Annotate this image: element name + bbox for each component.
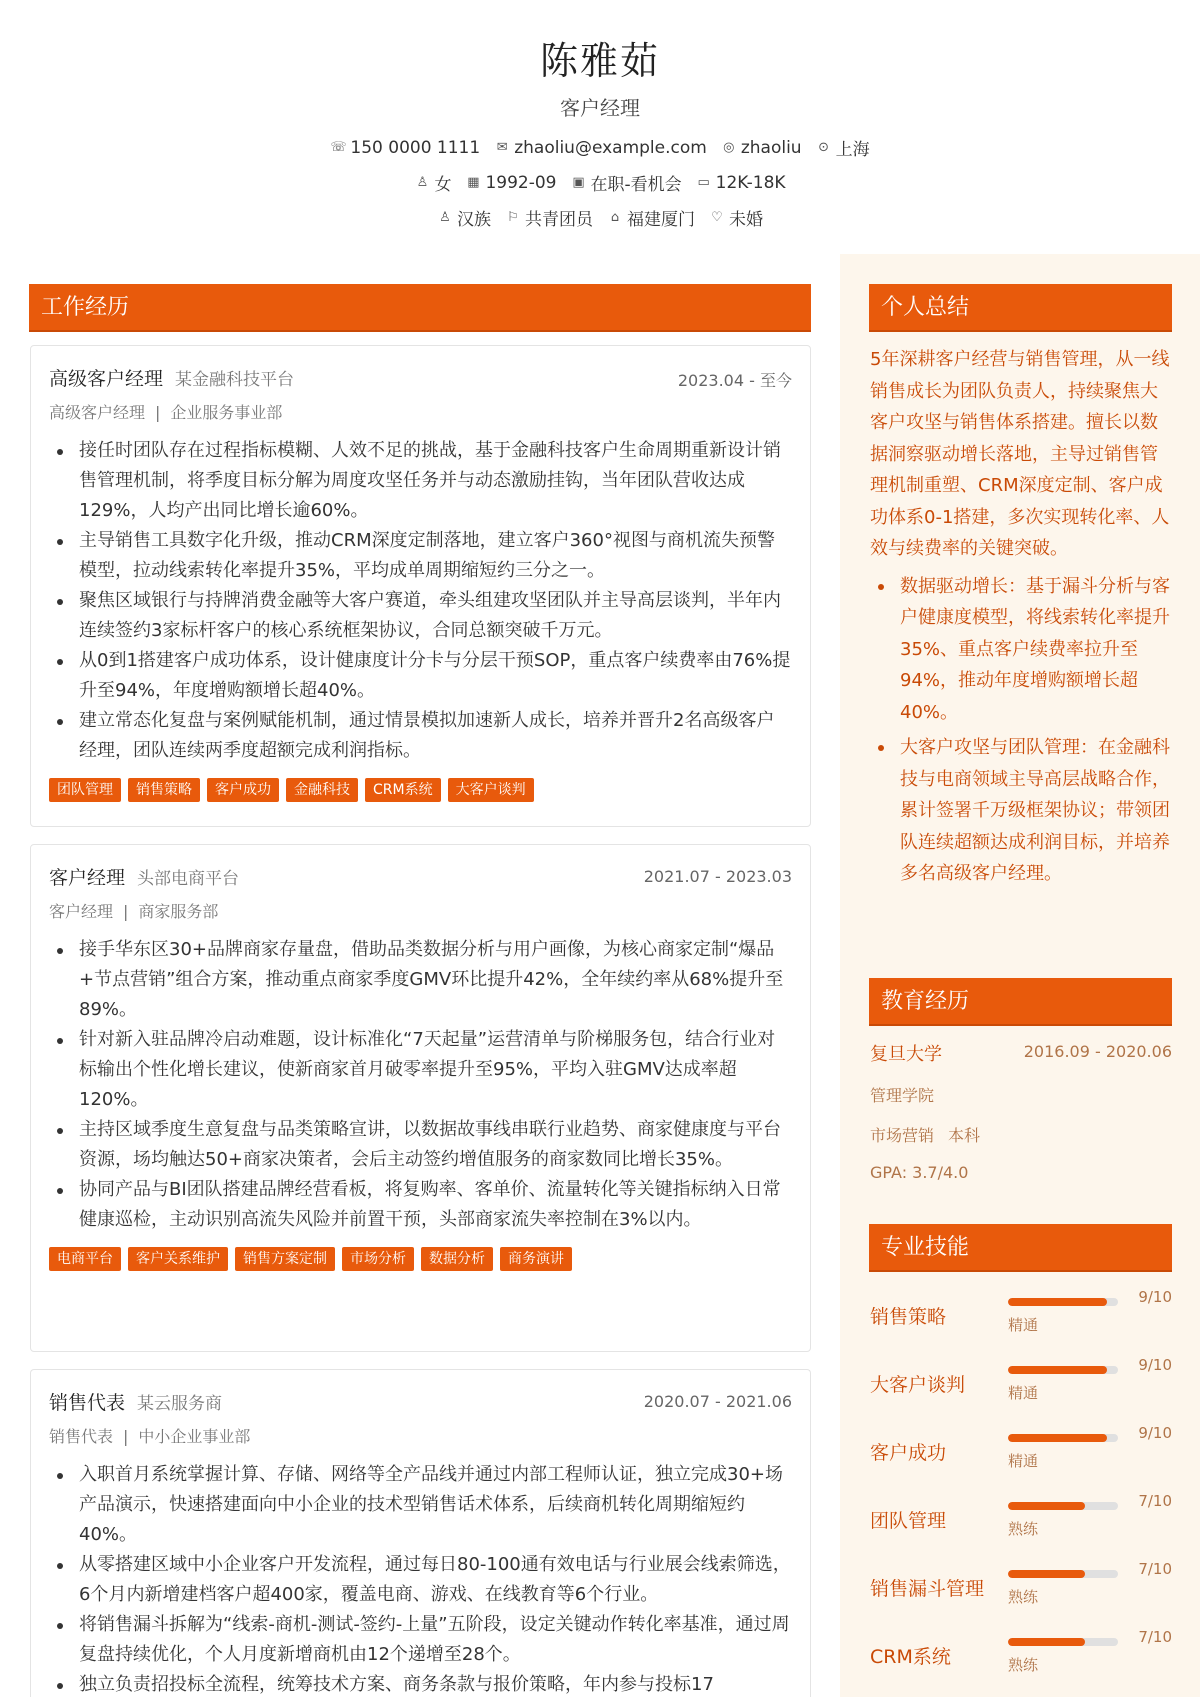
location-pin-icon: ⊙ (818, 140, 830, 155)
skill-name: CRM系统 (870, 1646, 951, 1668)
list-item: 从0到1搭建客户成功体系，设计健康度计分卡与分层干预SOP，重点客户续费率由76%提升至94%，年度增购额增长超40%。 (49, 646, 792, 706)
summary-intro: 5年深耕客户经营与销售管理，从一线销售成长为团队负责人，持续聚焦大客户攻坚与销售体系搭建。擅长以数据洞察驱动增长落地，主导过销售管理机制重塑、CRM深度定制、客户成功体系0-1搭建，多次实现转化率、人效与续费率的关键突破。 (870, 349, 1170, 559)
skill-progress-bar (1008, 1638, 1118, 1646)
job-dates: 2023.04 - 至今 (677, 371, 792, 390)
money-icon: ▭ (697, 175, 710, 190)
separator: | (123, 902, 129, 921)
skill-tag: 市场分析 (342, 1247, 414, 1271)
job-card-3 (30, 1369, 811, 1697)
job-bullets (49, 935, 792, 1235)
birth-item (465, 170, 556, 195)
list-item: 建立常态化复盘与案例赋能机制，通过情景模拟加速新人成长，培养并晋升2名高级客户经理，团队连续两季度超额完成利润指标。 (49, 706, 792, 766)
separator: | (155, 403, 161, 422)
skill-level: 熟练 (1008, 1588, 1039, 1606)
list-item: 针对新入驻品牌冷启动难题，设计标准化“7天起量”运营清单与阶梯服务包，结合行业对标输出个性化增长建议，使新商家首月破零率提升至95%，平均入驻GMV达成率超120%。 (49, 1025, 792, 1115)
wechat-item (721, 135, 802, 160)
marital-item (709, 205, 763, 230)
skill-score: 7/10 (1138, 1492, 1172, 1510)
skill-name: 大客户谈判 (870, 1374, 966, 1396)
skill-row (870, 1286, 1172, 1342)
job-dates: 2021.07 - 2023.03 (643, 867, 792, 886)
briefcase-icon: ▣ (572, 175, 585, 190)
job-role: 销售代表 (49, 1392, 126, 1414)
skill-progress-fill (1008, 1366, 1107, 1374)
job-company: 某金融科技平台 (175, 370, 295, 390)
gpa-text: GPA: 3.7/4.0 (870, 1163, 969, 1182)
skill-level: 熟练 (1008, 1656, 1039, 1674)
skill-progress-fill (1008, 1638, 1085, 1646)
skill-row (870, 1558, 1172, 1614)
skill-tag: 大客户谈判 (448, 778, 534, 802)
school-name: 复旦大学 (870, 1044, 942, 1065)
major-line (870, 1123, 1172, 1146)
skill-progress-fill (1008, 1502, 1085, 1510)
job-subline (49, 400, 792, 426)
email-item[interactable] (494, 135, 707, 160)
skill-name: 销售漏斗管理 (870, 1578, 985, 1600)
separator: | (123, 1427, 129, 1446)
skill-row (870, 1490, 1172, 1546)
section-skills-heading: 专业技能 (869, 1224, 1172, 1272)
job-card-2 (30, 844, 811, 1352)
job-role: 客户经理 (49, 867, 126, 889)
wechat-icon: ◎ (723, 140, 735, 155)
job-tags (49, 1247, 792, 1271)
skill-score: 9/10 (1138, 1424, 1172, 1442)
job-card-1 (30, 345, 811, 827)
skill-progress-fill (1008, 1434, 1107, 1442)
home-icon: ⌂ (610, 210, 620, 225)
skill-tag: 客户成功 (207, 778, 279, 802)
skill-name: 客户成功 (870, 1442, 947, 1464)
education-block (870, 1040, 1172, 1182)
job-bullets (49, 1460, 792, 1697)
hometown-item (607, 205, 695, 230)
skill-tag: 金融科技 (286, 778, 358, 802)
skill-score: 9/10 (1138, 1288, 1172, 1306)
job-dept: 商家服务部 (138, 902, 219, 921)
gender-item (414, 170, 451, 195)
college-name: 管理学院 (870, 1086, 935, 1105)
personal-row (0, 170, 1200, 195)
skill-progress-bar (1008, 1298, 1118, 1306)
skill-tag: 销售策略 (128, 778, 200, 802)
job-subline (49, 899, 792, 925)
degree-text: 本科 (948, 1126, 981, 1145)
job-subline (49, 1424, 792, 1450)
skill-tag: 数据分析 (421, 1247, 493, 1271)
phone-item[interactable] (330, 135, 480, 160)
marital-text: 未婚 (729, 210, 763, 230)
political-text: 共青团员 (525, 210, 593, 230)
skill-level: 精通 (1008, 1384, 1039, 1402)
list-item: 入职首月系统掌握计算、存储、网络等全产品线并通过内部工程师认证，独立完成30+场产品演示，快速搭建面向中小企业的技术型销售话术体系，后续商机转化周期缩短约40%。 (49, 1460, 792, 1550)
list-item: 接手华东区30+品牌商家存量盘，借助品类数据分析与用户画像，为核心商家定制“爆品+节点营销”组合方案，推动重点商家季度GMV环比提升42%，全年续约率从68%提升至89%。 (49, 935, 792, 1025)
skill-tag: CRM系统 (365, 778, 441, 802)
list-item: 接任时团队存在过程指标模糊、人效不足的挑战，基于金融科技客户生命周期重新设计销售管理机制，将季度目标分解为周度攻坚任务并与动态激励挂钩，当年团队营收达成129%，人均产出同比增长逾60%。 (49, 436, 792, 526)
list-item: 主导销售工具数字化升级，推动CRM深度定制落地，建立客户360°视图与商机流失预警模型，拉动线索转化率提升35%，平均成单周期缩短约三分之一。 (49, 526, 792, 586)
skill-progress-bar (1008, 1366, 1118, 1374)
gender-text: 女 (434, 175, 452, 195)
birth-text: 1992-09 (485, 172, 557, 193)
section-education-heading: 教育经历 (869, 978, 1172, 1026)
job-dept: 企业服务事业部 (170, 403, 283, 422)
skill-level: 熟练 (1008, 1520, 1039, 1538)
skill-score: 7/10 (1138, 1628, 1172, 1646)
users-icon: ♙ (439, 210, 451, 225)
job-tags (49, 778, 792, 802)
skill-tag: 团队管理 (49, 778, 121, 802)
wechat-text: zhaoliu (740, 137, 802, 158)
job-position: 销售代表 (49, 1427, 114, 1446)
heart-icon: ♡ (711, 210, 723, 225)
status-text: 在职-看机会 (590, 175, 682, 195)
skill-tag: 商务演讲 (500, 1247, 572, 1271)
ethnicity-item (437, 205, 491, 230)
location-item (816, 135, 870, 160)
skill-progress-fill (1008, 1570, 1085, 1578)
list-item: 协同产品与BI团队搭建品牌经营看板，将复购率、客单价、流量转化等关键指标纳入日常健康巡检，主动识别高流失风险并前置干预，头部商家流失率控制在3%以内。 (49, 1175, 792, 1235)
education-dates: 2016.09 - 2020.06 (1023, 1042, 1172, 1061)
summary-bullets (870, 571, 1175, 890)
skill-row (870, 1422, 1172, 1478)
skill-progress-fill (1008, 1298, 1107, 1306)
list-item: 从零搭建区域中小企业客户开发流程，通过每日80-100通有效电话与行业展会线索筛选，6个月内新增建档客户超400家，覆盖电商、游戏、在线教育等6个行业。 (49, 1550, 792, 1610)
political-item (505, 205, 593, 230)
resume-header (0, 0, 1200, 250)
skill-tag: 销售方案定制 (235, 1247, 335, 1271)
list-item: 主持区域季度生意复盘与品类策略宣讲，以数据故事线串联行业趋势、商家健康度与平台资源，场均触达50+商家决策者，会后主动签约增值服务的商家数同比增长35%。 (49, 1115, 792, 1175)
list-item: 大客户攻坚与团队管理：在金融科技与电商领域主导高层战略合作，累计签署千万级框架协议；带领团队连续超额达成利润目标，并培养多名高级客户经理。 (870, 732, 1175, 890)
contact-row (0, 135, 1200, 160)
skill-name: 团队管理 (870, 1510, 947, 1532)
job-company: 头部电商平台 (137, 869, 240, 889)
status-item (570, 170, 681, 195)
skill-tag: 客户关系维护 (128, 1247, 228, 1271)
mail-icon: ✉ (496, 140, 508, 155)
skill-score: 7/10 (1138, 1560, 1172, 1578)
salary-item (696, 170, 786, 195)
flag-icon: ⚐ (507, 210, 519, 225)
list-item: 独立负责招投标全流程，统筹技术方案、商务条款与报价策略，年内参与投标17 (49, 1670, 792, 1697)
skill-row (870, 1354, 1172, 1410)
job-dept: 中小企业事业部 (138, 1427, 251, 1446)
job-dates: 2020.07 - 2021.06 (643, 1392, 792, 1411)
skill-progress-bar (1008, 1502, 1118, 1510)
hometown-text: 福建厦门 (627, 210, 695, 230)
salary-text: 12K-18K (715, 172, 786, 193)
skill-progress-bar (1008, 1570, 1118, 1578)
candidate-name: 陈雅茹 (539, 39, 660, 83)
location-text: 上海 (835, 140, 870, 160)
section-summary-heading: 个人总结 (869, 284, 1172, 332)
job-position: 高级客户经理 (49, 403, 146, 422)
ethnicity-text: 汉族 (457, 210, 491, 230)
person-icon: ♙ (416, 175, 429, 190)
background-row (0, 205, 1200, 230)
job-position: 客户经理 (49, 902, 114, 921)
job-bullets (49, 436, 792, 766)
skill-progress-bar (1008, 1434, 1118, 1442)
skill-level: 精通 (1008, 1452, 1039, 1470)
list-item: 数据驱动增长：基于漏斗分析与客户健康度模型，将线索转化率提升35%、重点客户续费率拉升至94%，推动年度增购额增长超40%。 (870, 571, 1175, 729)
email-text: zhaoliu@example.com (514, 137, 707, 158)
candidate-title: 客户经理 (560, 96, 640, 120)
major-text: 市场营销 (870, 1126, 935, 1145)
list-item: 聚焦区域银行与持牌消费金融等大客户赛道，牵头组建攻坚团队并主导高层谈判，半年内连续签约3家标杆客户的核心系统框架协议，合同总额突破千万元。 (49, 586, 792, 646)
skill-name: 销售策略 (870, 1306, 947, 1328)
phone-text: 150 0000 1111 (350, 137, 481, 158)
calendar-icon: ▦ (467, 175, 480, 190)
skill-row (870, 1626, 1172, 1682)
summary-block (870, 344, 1175, 894)
skill-score: 9/10 (1138, 1356, 1172, 1374)
skill-tag: 电商平台 (49, 1247, 121, 1271)
section-work-heading: 工作经历 (29, 284, 811, 332)
list-item: 将销售漏斗拆解为“线索-商机-测试-签约-上量”五阶段，设定关键动作转化率基准，通过周复盘持续优化，个人月度新增商机由12个递增至28个。 (49, 1610, 792, 1670)
phone-icon: ☏ (330, 140, 347, 155)
job-company: 某云服务商 (137, 1394, 223, 1414)
skill-level: 精通 (1008, 1316, 1039, 1334)
job-role: 高级客户经理 (49, 368, 164, 390)
